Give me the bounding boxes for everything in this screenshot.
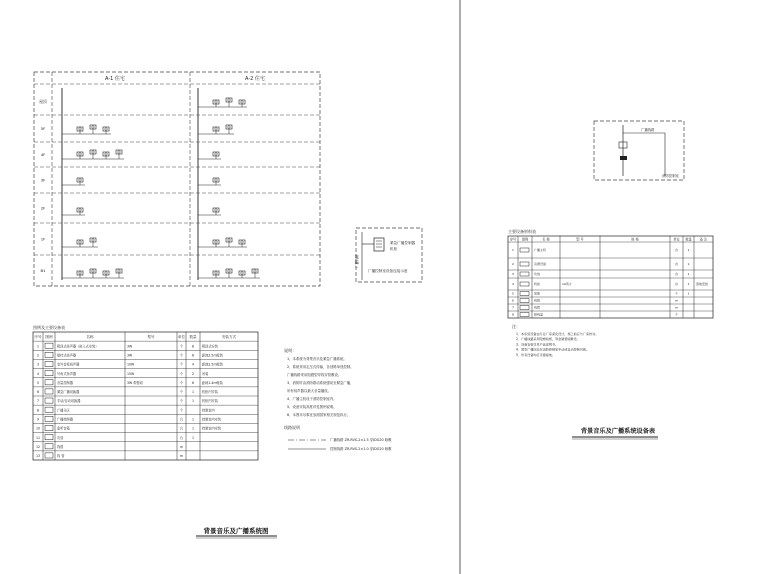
detail-label-1: 紧急广播控制器 <box>390 241 416 245</box>
equipment-cell: 个 <box>674 291 679 296</box>
legend-cell-index: 5 <box>36 380 40 385</box>
legend-cell: 吸顶式安装 <box>202 344 218 349</box>
equipment-cell: 机柜 <box>534 282 541 287</box>
speaker-icon <box>90 150 96 154</box>
legend-cell: 台 <box>179 435 184 440</box>
equipment-cell-index: 2 <box>512 262 514 267</box>
sheet-right-title: 背景音乐及广播系统设备表 <box>580 428 656 435</box>
legend-cell: 1 <box>191 390 195 395</box>
note-line: 广播线路采用阻燃型导线穿管敷设。 <box>287 373 342 377</box>
equipment-cell: 个 <box>674 312 679 317</box>
legend-symbol-icon <box>45 435 53 440</box>
detail-side-label: 广播线路 <box>355 254 359 268</box>
legend-cell-index: 3 <box>36 362 40 367</box>
speaker-icon <box>226 238 232 242</box>
legend-symbol-icon <box>45 380 53 385</box>
legend-symbol-icon <box>45 453 53 458</box>
legend-cell: 机柜内安装 <box>202 390 218 395</box>
equipment-cell: 音源设备 <box>534 262 547 267</box>
right-note-line: 1、本系统设备由专业厂家深化设计，施工前应与厂家核对。 <box>516 332 599 336</box>
floor-label: 屋顶 <box>39 99 47 104</box>
legend-cell: 1 <box>191 435 195 440</box>
legend-cell: 监听音箱 <box>57 426 70 431</box>
legend-symbol-icon <box>45 416 53 421</box>
floor-label: 1F <box>40 236 46 242</box>
legend-cell: 个 <box>179 353 184 358</box>
legend-cell: 1 <box>191 399 195 404</box>
right-notes-heading: 注： <box>512 324 520 329</box>
equipment-cell: 19英寸 <box>562 282 572 287</box>
speaker-icon <box>90 269 96 273</box>
speaker-icon <box>239 271 245 275</box>
equipment-cell: 线缆 <box>534 298 541 303</box>
equipment-cell-index: 7 <box>512 305 514 310</box>
legend-cell: 8 <box>191 344 195 349</box>
speaker-icon <box>213 271 219 275</box>
equipment-header-cell: 单位 <box>673 237 680 242</box>
legend-header-cell: 名称 <box>86 335 94 340</box>
legend-cell-index: 12 <box>35 444 41 449</box>
note-line: 3、消防时由消防联动系统强切至紧急广播， <box>287 381 354 385</box>
equipment-cell: 功放 <box>534 272 541 277</box>
legend-cell: 机柜内安装 <box>202 399 218 404</box>
equipment-cell: 线管 <box>534 305 541 310</box>
equipment-cell: m <box>675 305 678 310</box>
equipment-symbol-icon <box>520 299 529 303</box>
legend-cell: 紧急广播切换器 <box>57 390 80 395</box>
legend-cell: 台 <box>179 426 184 431</box>
speaker-icon <box>77 271 83 275</box>
legend-symbol-icon <box>45 361 53 366</box>
legend-symbol-icon <box>45 352 53 357</box>
speaker-icon <box>77 208 83 212</box>
legend-cell-index: 4 <box>36 371 40 376</box>
legend-cell: 3W <box>127 353 133 358</box>
speaker-icon <box>213 240 219 244</box>
legend-cell: 壁挂式扬声器 <box>57 353 77 358</box>
legend-header-cell: 单位 <box>177 335 186 340</box>
legend-cell-index: 10 <box>35 426 41 431</box>
note-line: 1、本系统为背景音乐及紧急广播系统。 <box>287 357 347 361</box>
equipment-cell: 1 <box>687 272 690 277</box>
equipment-header-cell: 名 称 <box>542 237 550 242</box>
equipment-cell: 台 <box>674 282 679 287</box>
legend-cell-index: 8 <box>36 408 40 413</box>
equipment-cell-index: 5 <box>512 291 514 296</box>
equipment-cell-index: 4 <box>512 282 514 287</box>
legend-cell-index: 7 <box>36 399 40 404</box>
equipment-cell: 台 <box>674 248 679 253</box>
detail-bottom-label: 广播控制室设备连接示意 <box>368 269 408 273</box>
speaker-icon <box>226 98 232 102</box>
speaker-icon <box>116 269 122 273</box>
riser-header-right: A-2 住宅 <box>245 76 265 82</box>
equipment-symbol-icon <box>520 313 529 317</box>
right-detail-label-bottom: 消防控制室 <box>662 174 679 178</box>
equipment-header-cell: 规 格 <box>631 237 639 242</box>
speaker-icon <box>90 125 96 129</box>
equipment-header-cell: 型 号 <box>576 237 584 242</box>
legend-cell: 台 <box>179 417 184 422</box>
speaker-icon <box>90 238 96 242</box>
legend-caption: 图例及主要设备表 <box>33 325 65 330</box>
speaker-icon <box>213 178 219 182</box>
speaker-icon <box>239 240 245 244</box>
legend-cell: 距地2.5m壁装 <box>202 362 223 367</box>
equipment-header-cell: 备 注 <box>699 237 708 242</box>
legend-header-cell: 数量 <box>189 335 197 340</box>
floor-label: B1 <box>40 268 46 273</box>
legend-cell: 6 <box>191 380 195 385</box>
equipment-cell-index: 8 <box>512 312 514 317</box>
sheet-left-title: 背景音乐及广播系统图 <box>203 527 269 535</box>
right-note-line: 2、广播线路采用阻燃线缆，穿金属管暗敷设。 <box>516 337 580 342</box>
notes-heading: 说明： <box>284 348 297 353</box>
equipment-symbol-icon <box>520 292 529 296</box>
legend-symbol-icon <box>45 407 53 412</box>
right-note-line: 3、设备安装详见产品说明书。 <box>516 342 559 347</box>
note-line: 6、本图未尽事宜参照国家相关规范执行。 <box>287 413 351 417</box>
equipment-cell: 接线盒 <box>534 312 544 317</box>
equipment-cell: m <box>675 298 678 303</box>
equipment-cell: 广播主机 <box>534 248 547 253</box>
right-note-line: 4、紧急广播应能在消防控制室手动或自动控制切换。 <box>516 347 590 352</box>
legend-cell: 手动/自动切换器 <box>57 399 81 404</box>
speaker-icon <box>77 178 83 182</box>
equipment-cell-index: 6 <box>512 298 514 303</box>
legend-header-cell: 安装方式 <box>221 335 237 340</box>
legend-cell: 1 <box>191 417 195 422</box>
floor-label: 2F <box>40 205 46 211</box>
legend-header-cell: 型号 <box>147 335 155 340</box>
legend-cell: 室外音柱扬声器 <box>57 362 80 367</box>
equipment-cell: 1 <box>687 248 690 253</box>
speaker-icon <box>77 127 83 131</box>
legend-cell: 4 <box>191 362 195 367</box>
speaker-icon <box>239 100 245 104</box>
speaker-icon <box>77 152 83 156</box>
legend-cell-index: 1 <box>36 344 40 349</box>
riser-header-left: A-1 住宅 <box>105 76 125 82</box>
equipment-cell: 1 <box>687 282 690 287</box>
equipment-symbol-icon <box>520 262 529 266</box>
cabinet-icon <box>374 238 384 251</box>
speaker-icon <box>213 100 219 104</box>
legend-cell: 吸顶式扬声器（嵌入式安装） <box>57 344 99 349</box>
legend-cell: 个 <box>179 344 184 349</box>
speaker-icon <box>103 127 109 131</box>
legend-cell: 3W 带强切 <box>127 380 143 385</box>
legend-cell: 控制室内安装 <box>202 426 222 431</box>
legend-cell: 个 <box>179 371 184 376</box>
legend-cell-index: 13 <box>35 454 41 459</box>
legend-symbol-icon <box>45 425 53 430</box>
legend-cell: m <box>179 444 184 449</box>
legend-cell: 线 管 <box>57 454 65 459</box>
legend-cell: 个 <box>179 362 184 367</box>
speaker-icon <box>103 152 109 156</box>
legend-symbol-icon <box>45 389 53 394</box>
legend-cell: m <box>179 454 184 459</box>
legend-cell-index: 6 <box>36 390 40 395</box>
legend-cell-index: 2 <box>36 353 40 358</box>
notes-block <box>284 347 392 451</box>
legend-cell: 控制室内 <box>202 408 215 413</box>
floor-label: 5F <box>40 126 46 131</box>
legend-cell: 个 <box>179 390 184 395</box>
legend-cell: 号角式扬声器 <box>57 371 77 376</box>
equipment-symbol-icon <box>520 272 529 276</box>
legend-table <box>33 324 258 460</box>
legend-cell: 3W <box>127 344 133 349</box>
equipment-symbol-icon <box>520 306 529 310</box>
legend-header-cell: 序号 <box>34 335 42 340</box>
equipment-cell: 话筒 <box>534 291 541 296</box>
note-line: 2、系统采用定压式传输，各回路单独控制。 <box>287 365 354 369</box>
equipment-cell: 台 <box>674 262 679 267</box>
speaker-icon <box>226 269 232 273</box>
legend-cell: 个 <box>179 408 184 413</box>
equipment-cell: 1 <box>687 262 690 267</box>
speaker-icon <box>116 150 122 154</box>
legend-symbol-icon <box>45 444 53 449</box>
legend-cell: 控制室内安装 <box>202 417 222 422</box>
equipment-cell: 1 <box>687 291 690 296</box>
speaker-icon <box>226 125 232 129</box>
speaker-icon <box>213 208 219 212</box>
equipment-symbol-icon <box>520 282 529 286</box>
legend-symbol-icon <box>45 371 53 376</box>
speaker-icon <box>213 152 219 156</box>
equipment-cell-index: 1 <box>512 248 514 253</box>
equipment-symbol-icon <box>520 248 529 252</box>
legend-cell: 距地1.4m壁装 <box>202 380 223 385</box>
legend-symbol-icon <box>45 343 53 348</box>
legend-cell: 距地2.5m壁装 <box>202 353 223 358</box>
speaker-icon <box>213 127 219 131</box>
line-legend-heading: 线路说明 <box>284 425 300 430</box>
equipment-header-cell: 序号 <box>509 237 517 242</box>
detail-box-outline <box>356 228 422 282</box>
legend-cell: 个 <box>179 399 184 404</box>
equipment-cell: 落地安装 <box>696 282 709 287</box>
legend-header-cell: 图例 <box>45 335 53 340</box>
equipment-cell: 台 <box>674 272 679 277</box>
note-line: 5、设备安装高度详见图例说明。 <box>287 405 337 409</box>
right-detail-label-top: 广播线路 <box>641 128 655 132</box>
line-legend-item: 控制线路 ZR-RVS-2×1.0 穿JDG20 暗敷 <box>330 447 392 451</box>
legend-cell: 6 <box>191 353 195 358</box>
note-line: 所有扬声器以最大音量播放。 <box>287 389 332 393</box>
legend-cell: 个 <box>179 380 184 385</box>
equipment-table <box>508 228 713 318</box>
legend-cell: 1 <box>191 426 195 431</box>
legend-cell: 吊装 <box>202 371 209 376</box>
legend-cell: 10W <box>127 362 135 367</box>
legend-symbol-icon <box>45 398 53 403</box>
speaker-icon <box>103 271 109 275</box>
legend-cell: 广播控制器 <box>57 417 73 422</box>
floor-label: 3F <box>40 177 46 183</box>
legend-cell-index: 9 <box>36 417 40 422</box>
right-notes <box>512 323 598 357</box>
equipment-cell-index: 3 <box>512 272 514 277</box>
equipment-header-cell: 图例 <box>521 237 529 242</box>
control-room-detail <box>354 228 422 282</box>
legend-cell: 2 <box>191 371 195 376</box>
legend-cell: 广播分区 <box>57 408 70 413</box>
legend-cell: 功放 <box>57 435 64 440</box>
line-legend-item: 广播线路 ZR-RVS-2×1.5 穿JDG20 暗敷 <box>330 438 392 442</box>
note-line: 4、广播主机设于消防控制室内。 <box>287 397 337 401</box>
legend-cell: 音量控制器 <box>57 380 73 385</box>
right-note-line: 5、所有设备均应可靠接地。 <box>516 352 556 357</box>
legend-cell-index: 11 <box>35 435 41 440</box>
detail-label-2: 机柜 <box>390 247 398 251</box>
riser-diagram <box>34 72 320 286</box>
speaker-icon <box>77 240 83 244</box>
floor-label: 4F <box>40 152 46 157</box>
speaker-icon <box>252 269 258 273</box>
right-detail-outline <box>594 121 684 180</box>
legend-cell: 线缆 <box>57 444 64 449</box>
device-block-icon <box>620 156 627 160</box>
equipment-caption: 主要设备材料表 <box>508 229 536 234</box>
right-detail-box <box>594 121 684 180</box>
legend-cell: 15W <box>127 371 135 376</box>
equipment-header-cell: 数量 <box>685 237 692 242</box>
